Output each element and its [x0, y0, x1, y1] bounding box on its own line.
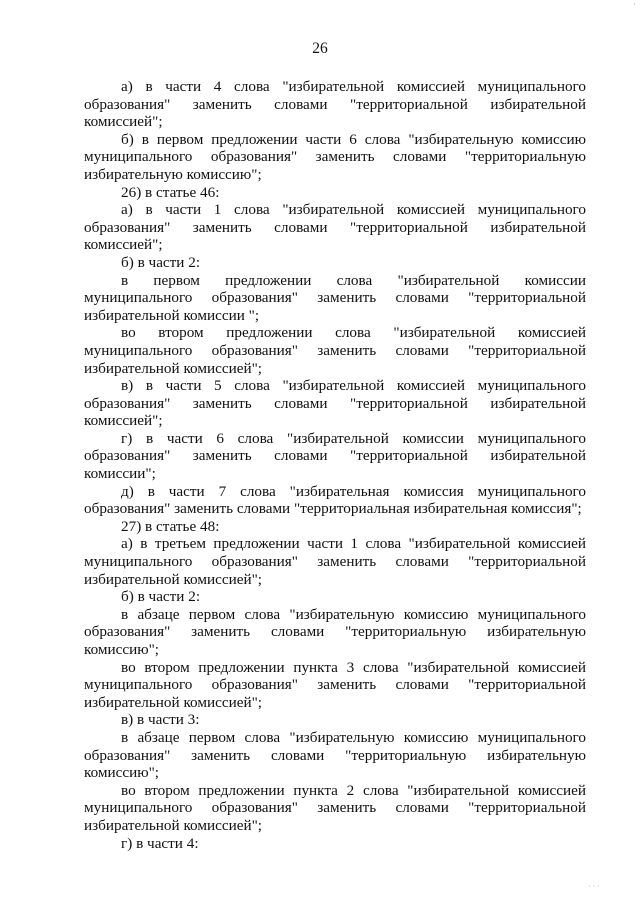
- paragraph: в абзаце первом слова "избирательную комиссию муниципального образования" заменить словами "территориальную избирательную комиссию";: [84, 605, 586, 658]
- paragraph: во втором предложении слова "избирательной комиссией муниципального образования" заменить словами "территориальной избирательной комиссией";: [84, 324, 586, 377]
- paragraph: а) в части 1 слова "избирательной комиссией муниципального образования" заменить словами "территориальной избирательной комиссией";: [84, 201, 586, 254]
- paragraph: в) в части 5 слова "избирательной комиссией муниципального образования" заменить словами "территориальной избирательной комиссией";: [84, 377, 586, 430]
- paragraph: г) в части 6 слова "избирательной комиссии муниципального образования" заменить словами "территориальной избирательной комиссии";: [84, 429, 586, 483]
- paragraph: в абзаце первом слова "избирательную комиссию муниципального образования" заменить словами "территориальную избирательную комиссию";: [84, 728, 586, 782]
- scan-footer-mark: · · ·: [588, 882, 600, 891]
- paragraph: а) в третьем предложении части 1 слова "избирательной комиссией муниципального образования" заменить словами "территориальной избирательной комиссией";: [84, 535, 586, 588]
- paragraph: во втором предложении пункта 3 слова "избирательной комиссией муниципального образования" заменить словами "территориальной избирательной комиссией";: [84, 658, 586, 711]
- page-number: 26: [312, 40, 328, 57]
- document-body: [84, 78, 586, 852]
- paragraph: 27) в статье 48:: [121, 517, 220, 535]
- paragraph: б) в первом предложении части 6 слова "избирательную комиссию муниципального образования" заменить словами "территориальную избирательную комиссию";: [84, 130, 586, 183]
- paragraph: а) в части 4 слова "избирательной комиссией муниципального образования" заменить словами "территориальной избирательной комиссией";: [84, 78, 586, 131]
- paragraph: в первом предложении слова "избирательной комиссии муниципального образования" заменить словами "территориальной избирательной комиссии ";: [84, 271, 586, 324]
- paragraph: 26) в статье 46:: [121, 183, 220, 201]
- paragraph: б) в части 2:: [121, 253, 201, 271]
- scan-corner-mark: ·: [633, 0, 636, 9]
- paragraph: в) в части 3:: [121, 711, 200, 729]
- paragraph: во втором предложении пункта 2 слова "избирательной комиссией муниципального образования" заменить словами "территориальной избирательной комиссией";: [84, 781, 586, 834]
- paragraph: б) в части 2:: [121, 588, 201, 606]
- paragraph: г) в части 4:: [121, 834, 199, 852]
- paragraph: д) в части 7 слова "избирательная комиссия муниципального образования" заменить словами "территориальная избирательная комиссия";: [84, 482, 586, 518]
